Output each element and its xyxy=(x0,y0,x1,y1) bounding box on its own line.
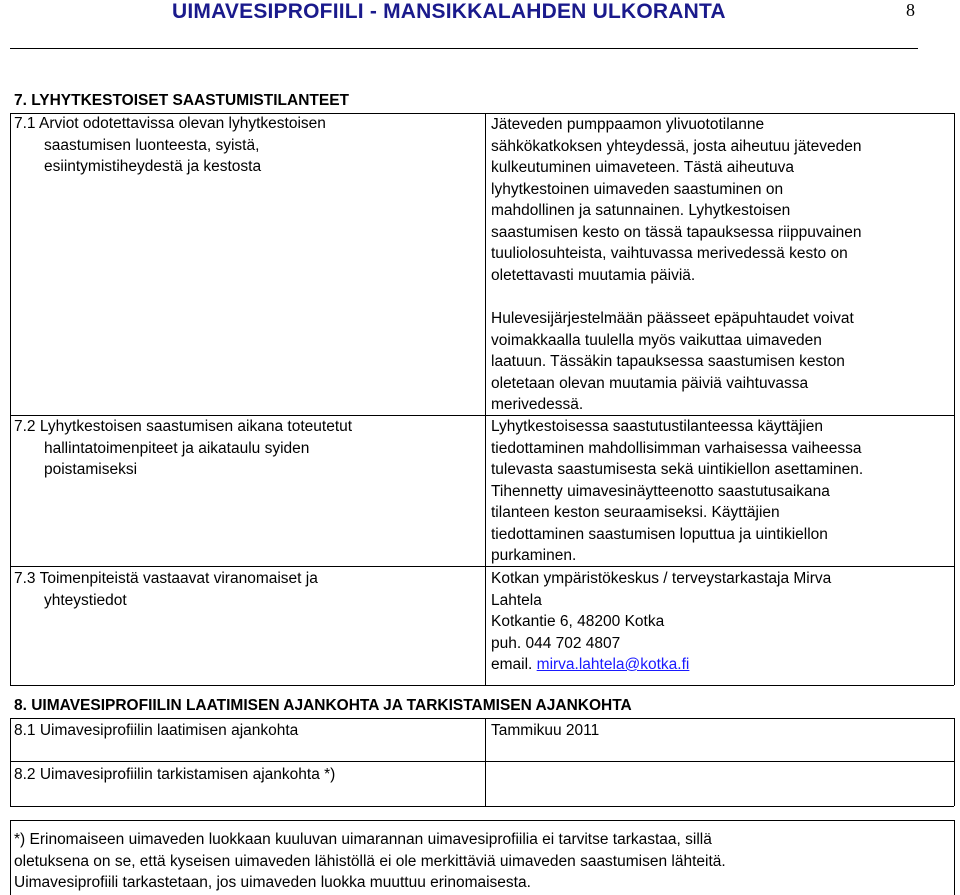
header-divider xyxy=(10,48,918,49)
section-8-heading: 8. UIMAVESIPROFIILIN LAATIMISEN AJANKOHTA JA TARKISTAMISEN AJANKOHTA xyxy=(14,697,632,714)
footnote-left-border xyxy=(10,820,11,895)
table8-left-border xyxy=(10,718,11,806)
text-line: voimakkaalla tuulella myös vaikuttaa uimaveden xyxy=(491,331,822,349)
footnote-line: oletuksena on se, että kyseisen uimaveden lähistöllä ei ole merkittäviä uimaveden saastumisen lähteitä. xyxy=(14,852,726,870)
text-line: tilanteen keston seuraamiseksi. Käyttäjien xyxy=(491,504,780,521)
text-line: oletetaan olevan muutamia päiviä vaihtuvassa xyxy=(491,374,809,392)
text-line: laatuun. Tässäkin tapauksessa saastumisen keston xyxy=(491,353,845,370)
footnote-line: *) Erinomaiseen uimaveden luokkaan kuuluvan uimarannan uimavesiprofiilia ei tarvitse tarkastaa, sillä xyxy=(14,831,712,848)
table7-mid-border xyxy=(485,113,486,685)
table7-right-border xyxy=(954,113,955,685)
email-link[interactable]: mirva.lahtela@kotka.fi xyxy=(536,656,690,673)
text-line: Tihennetty uimavesinäytteenotto saastutusaikana xyxy=(491,482,830,500)
page-header-title: UIMAVESIPROFIILI - MANSIKKALAHDEN ULKORANTA xyxy=(172,0,726,23)
email-label: email. xyxy=(491,656,537,673)
footnote-right-border xyxy=(954,820,955,895)
page-number: 8 xyxy=(906,0,915,20)
text-line: tulevasta saastumisesta sekä uintikiellon asettaminen. xyxy=(491,461,864,478)
item-7-2-label-line2: hallintatoimenpiteet ja aikataulu syiden xyxy=(44,439,310,457)
item-7-2-label xyxy=(14,416,474,481)
text-line: Jäteveden pumppaamon ylivuototilanne xyxy=(491,116,765,133)
item-7-1-label-line1: 7.1 Arviot odotettavissa olevan lyhytkestoisen xyxy=(14,115,326,132)
item-7-1-paragraph-2 xyxy=(491,308,951,416)
text-line: purkaminen. xyxy=(491,547,577,564)
table8-mid-border xyxy=(485,718,486,806)
footnote-line: Uimavesiprofiili tarkastetaan, jos uimaveden luokka muuttuu erinomaisesta. xyxy=(14,874,531,891)
item-7-3-label-line1: 7.3 Toimenpiteistä vastaavat viranomaiset ja xyxy=(14,570,318,587)
footnote-top-border xyxy=(10,820,954,821)
text-line: tiedottaminen mahdollisimman varhaisessa vaiheessa xyxy=(491,439,862,457)
item-7-2-text xyxy=(491,416,951,567)
text-line: mahdollinen ja satunnainen. Lyhytkestoisen xyxy=(491,202,791,219)
table8-top-border xyxy=(10,718,954,719)
table8-row-divider xyxy=(10,761,954,762)
item-7-1-paragraph-1 xyxy=(491,114,951,286)
row-8-1-value: Tammikuu 2011 xyxy=(491,722,600,739)
item-7-1-label-line3: esiintymistiheydestä ja kestosta xyxy=(44,158,262,175)
item-7-1-label xyxy=(14,113,474,178)
table8-right-border xyxy=(954,718,955,806)
item-7-3-label xyxy=(14,568,474,611)
contact-address: Kotkantie 6, 48200 Kotka xyxy=(491,613,665,630)
contact-phone: puh. 044 702 4807 xyxy=(491,634,621,652)
item-7-3-label-line2: yhteystiedot xyxy=(44,591,127,609)
row-8-1-label: 8.1 Uimavesiprofiilin laatimisen ajankohta xyxy=(14,722,299,739)
contact-email-row xyxy=(491,654,951,676)
text-line: tiedottaminen saastumisen loputtua ja uintikiellon xyxy=(491,525,828,543)
item-7-3-contact xyxy=(491,568,951,676)
contact-line1: Kotkan ympäristökeskus / terveystarkastaja Mirva xyxy=(491,570,832,587)
item-7-2-label-line1: 7.2 Lyhytkestoisen saastumisen aikana toteutetut xyxy=(14,418,353,435)
text-line: sähkökatkoksen yhteydessä, josta aiheutuu jäteveden xyxy=(491,137,862,155)
text-line: kulkeutuminen uimaveteen. Tästä aiheutuva xyxy=(491,159,795,176)
text-line: saastumisen kesto on tässä tapauksessa riippuvainen xyxy=(491,223,862,241)
table7-bottom-border xyxy=(10,685,954,686)
table7-left-border xyxy=(10,113,11,685)
text-line: Hulevesijärjestelmään päässeet epäpuhtaudet voivat xyxy=(491,310,854,327)
contact-line2: Lahtela xyxy=(491,591,542,609)
text-line: oletettavasti muutamia päiviä. xyxy=(491,266,696,284)
text-line: tuuliolosuhteista, vaihtuvassa merivedessä kesto on xyxy=(491,245,848,262)
text-line: Lyhytkestoisessa saastutustilanteessa käyttäjien xyxy=(491,418,823,435)
item-7-1-label-line2: saastumisen luonteesta, syistä, xyxy=(44,136,260,154)
section-7-heading: 7. LYHYTKESTOISET SAASTUMISTILANTEET xyxy=(14,92,350,109)
text-line: merivedessä. xyxy=(491,396,584,413)
item-7-2-label-line3: poistamiseksi xyxy=(44,461,138,478)
footnote xyxy=(14,829,726,894)
table8-bottom-border xyxy=(10,806,954,807)
text-line: lyhytkestoinen uimaveden saastuminen on xyxy=(491,180,784,198)
row-8-2-label: 8.2 Uimavesiprofiilin tarkistamisen ajankohta *) xyxy=(14,766,336,783)
